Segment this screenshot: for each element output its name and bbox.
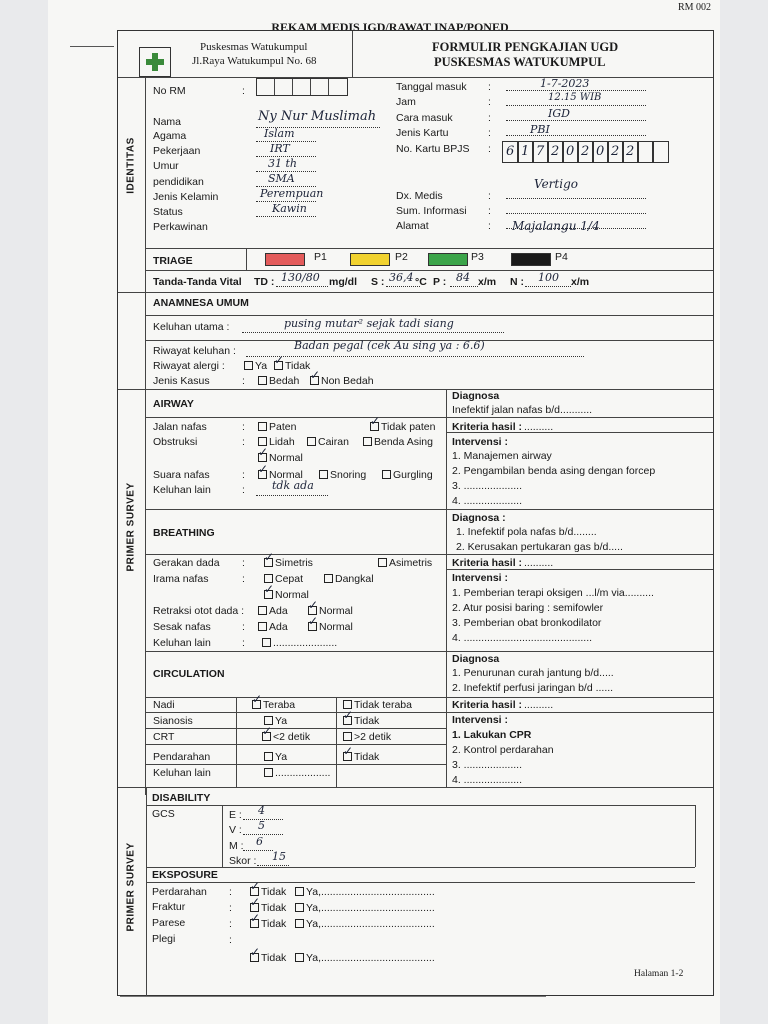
bpjs-digit: 2 <box>626 144 635 159</box>
exposure-bleeding-yes[interactable]: Ya,....................................... <box>295 887 435 899</box>
form-code: RM 002 <box>678 2 712 13</box>
case-surgical[interactable]: Bedah <box>258 376 299 388</box>
medical-diagnosis: Vertigo <box>534 177 578 191</box>
circulation-title: CIRCULATION <box>153 668 225 680</box>
rhythm-shallow[interactable]: Dangkal <box>324 574 374 586</box>
complaint-history: Badan pegal (cek Au sing ya : 6.6) <box>294 339 485 352</box>
admission-date: 1-7-2023 <box>540 77 590 90</box>
exposure-fracture-no[interactable]: ✓ Tidak <box>250 903 286 915</box>
allergy-no[interactable]: ✓ Tidak <box>274 361 310 373</box>
retraction-present[interactable]: Ada <box>258 606 288 618</box>
bpjs-digit-box[interactable] <box>652 141 669 163</box>
chest-symmetric[interactable]: ✓ Simetris <box>264 558 313 570</box>
cyanosis-yes[interactable]: Ya <box>264 716 287 728</box>
page-footer: Halaman 1-2 <box>634 969 684 979</box>
address-value: Majalangu 1/4 <box>512 219 600 233</box>
gcs-motor-value: 6 <box>256 835 263 848</box>
form-frame <box>117 30 714 996</box>
crt-less-2s[interactable]: ✓ <2 detik <box>262 732 310 744</box>
breath-sound-gurgling[interactable]: Gurgling <box>382 470 433 482</box>
bpjs-digit: 2 <box>611 144 620 159</box>
obstruction-fluid[interactable]: Cairan <box>307 437 349 449</box>
gcs-score-value: 15 <box>272 850 286 863</box>
decorative-rule <box>70 46 114 47</box>
pulse-not-palpable[interactable]: Tidak teraba <box>343 700 412 712</box>
obstruction-normal[interactable]: ✓Normal <box>258 453 303 465</box>
exposure-fracture-yes[interactable]: Ya,....................................... <box>295 903 435 915</box>
gcs-verbal-value: 5 <box>258 819 265 832</box>
circulation-other-complaint[interactable]: ................... <box>264 768 330 780</box>
rhythm-normal[interactable]: ✓Normal <box>264 590 309 602</box>
bpjs-digit: 7 <box>536 144 545 159</box>
bleeding-no[interactable]: ✓ Tidak <box>343 752 379 764</box>
clinic-logo <box>139 47 171 77</box>
chest-asymmetric[interactable]: Asimetris <box>378 558 432 570</box>
bleeding-yes[interactable]: Ya <box>264 752 287 764</box>
pulse-value: 100 <box>538 271 559 284</box>
exposure-paresis-yes[interactable]: Ya,....................................... <box>295 919 435 931</box>
health-cross-icon <box>146 53 164 71</box>
case-non-surgical[interactable]: ✓ Non Bedah <box>310 376 374 388</box>
triage-p4-swatch[interactable] <box>511 253 551 266</box>
cyanosis-no[interactable]: ✓ Tidak <box>343 716 379 728</box>
chief-complaint: pusing mutar² sejak tadi siang <box>284 317 454 330</box>
bpjs-digit: 2 <box>581 144 590 159</box>
pulse-palpable[interactable]: ✓ Teraba <box>252 700 295 712</box>
triage-label: TRIAGE <box>153 255 193 267</box>
clinic-name: Puskesmas Watukumpul <box>200 41 308 53</box>
airway-title: AIRWAY <box>153 398 194 410</box>
airway-not-patent[interactable]: ✓ Tidak paten <box>370 422 435 434</box>
triage-p2-swatch[interactable] <box>350 253 390 266</box>
breath-sound-snoring[interactable]: Snoring <box>319 470 366 482</box>
bpjs-digit: 6 <box>506 144 515 159</box>
allergy-yes[interactable]: Ya <box>244 361 267 373</box>
breathing-other-complaint[interactable]: ...................... <box>262 638 337 650</box>
exposure-paresis-no[interactable]: ✓ Tidak <box>250 919 286 931</box>
bpjs-digit: 1 <box>521 144 530 159</box>
clinic-address: Jl.Raya Watukumpul No. 68 <box>192 55 317 67</box>
dyspnea-normal[interactable]: ✓ Normal <box>308 622 353 634</box>
airway-patent[interactable]: Paten <box>258 422 296 434</box>
section-label-primer-survey-2: PRIMER SURVEY <box>125 842 137 932</box>
bpjs-digit: 0 <box>596 144 605 159</box>
form-title-1: FORMULIR PENGKAJIAN UGD <box>432 40 619 54</box>
retraction-normal[interactable]: ✓ Normal <box>308 606 353 618</box>
no-rm-label: No RM <box>153 85 186 97</box>
section-label-primer-survey: PRIMER SURVEY <box>125 482 137 572</box>
respiration-value: 84 <box>456 271 470 284</box>
gcs-eye-value: 4 <box>258 804 265 817</box>
no-rm-box[interactable] <box>256 78 348 96</box>
main-title: REKAM MEDIS IGD/RAWAT INAP/PONED <box>271 20 509 34</box>
bpjs-digit: 2 <box>551 144 560 159</box>
section-label-identitas: IDENTITAS <box>125 137 137 194</box>
bottom-rule <box>120 996 546 997</box>
obstruction-foreign-body[interactable]: Benda Asing <box>363 437 433 449</box>
exposure-plegia-no[interactable]: ✓Tidak <box>250 953 286 965</box>
exposure-bleeding-no[interactable]: ✓ Tidak <box>250 887 286 899</box>
temperature-value: 36,4 <box>389 271 414 284</box>
patient-name: Ny Nur Muslimah <box>258 109 377 124</box>
exposure-title: EKSPOSURE <box>152 869 218 881</box>
disability-title: DISABILITY <box>152 792 211 804</box>
blood-pressure-value: 130/80 <box>281 271 320 284</box>
form-title-2: PUSKESMAS WATUKUMPUL <box>434 55 606 69</box>
breathing-title: BREATHING <box>153 527 215 539</box>
anamnesa-title: ANAMNESA UMUM <box>153 297 249 309</box>
crt-more-2s[interactable]: >2 detik <box>343 732 391 744</box>
breath-sound-normal[interactable]: ✓ Normal <box>258 470 303 482</box>
exposure-plegia-yes[interactable]: Ya,....................................... <box>295 953 435 965</box>
obstruction-tongue[interactable]: Lidah <box>258 437 295 449</box>
rhythm-fast[interactable]: Cepat <box>264 574 303 586</box>
bpjs-digit: 0 <box>566 144 575 159</box>
admission-time: 12.15 WIB <box>548 92 602 103</box>
dyspnea-present[interactable]: Ada <box>258 622 288 634</box>
triage-p3-swatch[interactable] <box>428 253 468 266</box>
triage-p1-swatch[interactable] <box>265 253 305 266</box>
